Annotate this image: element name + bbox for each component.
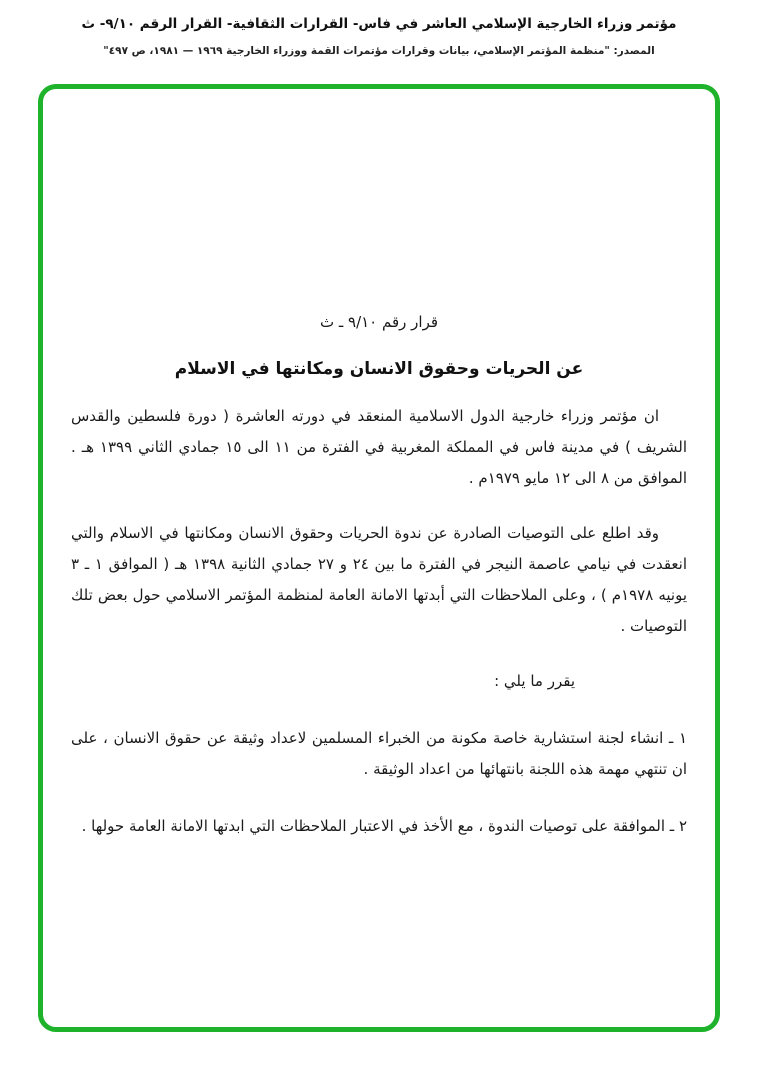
decree-item-2: ٢ ـ الموافقة على توصيات الندوة ، مع الأخذ في الاعتبار الملاحظات التي ابدتها الامانة العامة حولها .	[81, 817, 687, 835]
decree-intro: يقرر ما يلي :	[494, 672, 575, 690]
document-frame	[38, 84, 720, 1032]
header-title: مؤتمر وزراء الخارجية الإسلامي العاشر في فاس- القرارات الثقافية- القرار الرقم ٩/١٠- ث	[81, 16, 677, 32]
document-header	[40, 14, 718, 57]
document-body	[43, 89, 715, 842]
decree-item-1: ١ ـ انشاء لجنة استشارية خاصة مكونة من الخبراء المسلمين لاعداد وثيقة عن حقوق الانسان ، على ان تنتهي مهمة هذه اللجنة بانتهائها من اعداد الوثيقة .	[71, 729, 687, 778]
header-source: المصدر: "منظمة المؤتمر الإسلامي، بيانات وقرارات مؤتمرات القمة ووزراء الخارجية ١٩٦٩ — ١٩٨١، ص ٤٩٧"	[103, 44, 655, 57]
document-title: عن الحريات وحقوق الانسان ومكانتها في الاسلام	[174, 359, 584, 379]
paragraph-recommendations: وقد اطلع على التوصيات الصادرة عن ندوة الحريات وحقوق الانسان ومكانتها في الاسلام والتي انعقدت في نيامي عاصمة النيجر في الفترة ما بين ٢٤ و ٢٧ جمادي الثانية ١٣٩٨ هـ ( الموافق ١ ـ ٣ يونيه ١٩٧٨م ) ، وعلى الملاحظات التي أبدتها الامانة العامة لمنظمة المؤتمر الاسلامي حول بعض تلك التوصيات .	[71, 524, 687, 635]
paragraph-preamble: ان مؤتمر وزراء خارجية الدول الاسلامية المنعقد في دورته العاشرة ( دورة فلسطين والقدس الشريف ) في مدينة فاس في المملكة المغربية في الفترة من ١١ الى ١٥ جمادي الثاني ١٣٩٩ هـ . الموافق من ٨ الى ١٢ مايو ١٩٧٩م .	[71, 407, 687, 487]
resolution-number: قرار رقم ٩/١٠ ـ ث	[319, 313, 439, 331]
